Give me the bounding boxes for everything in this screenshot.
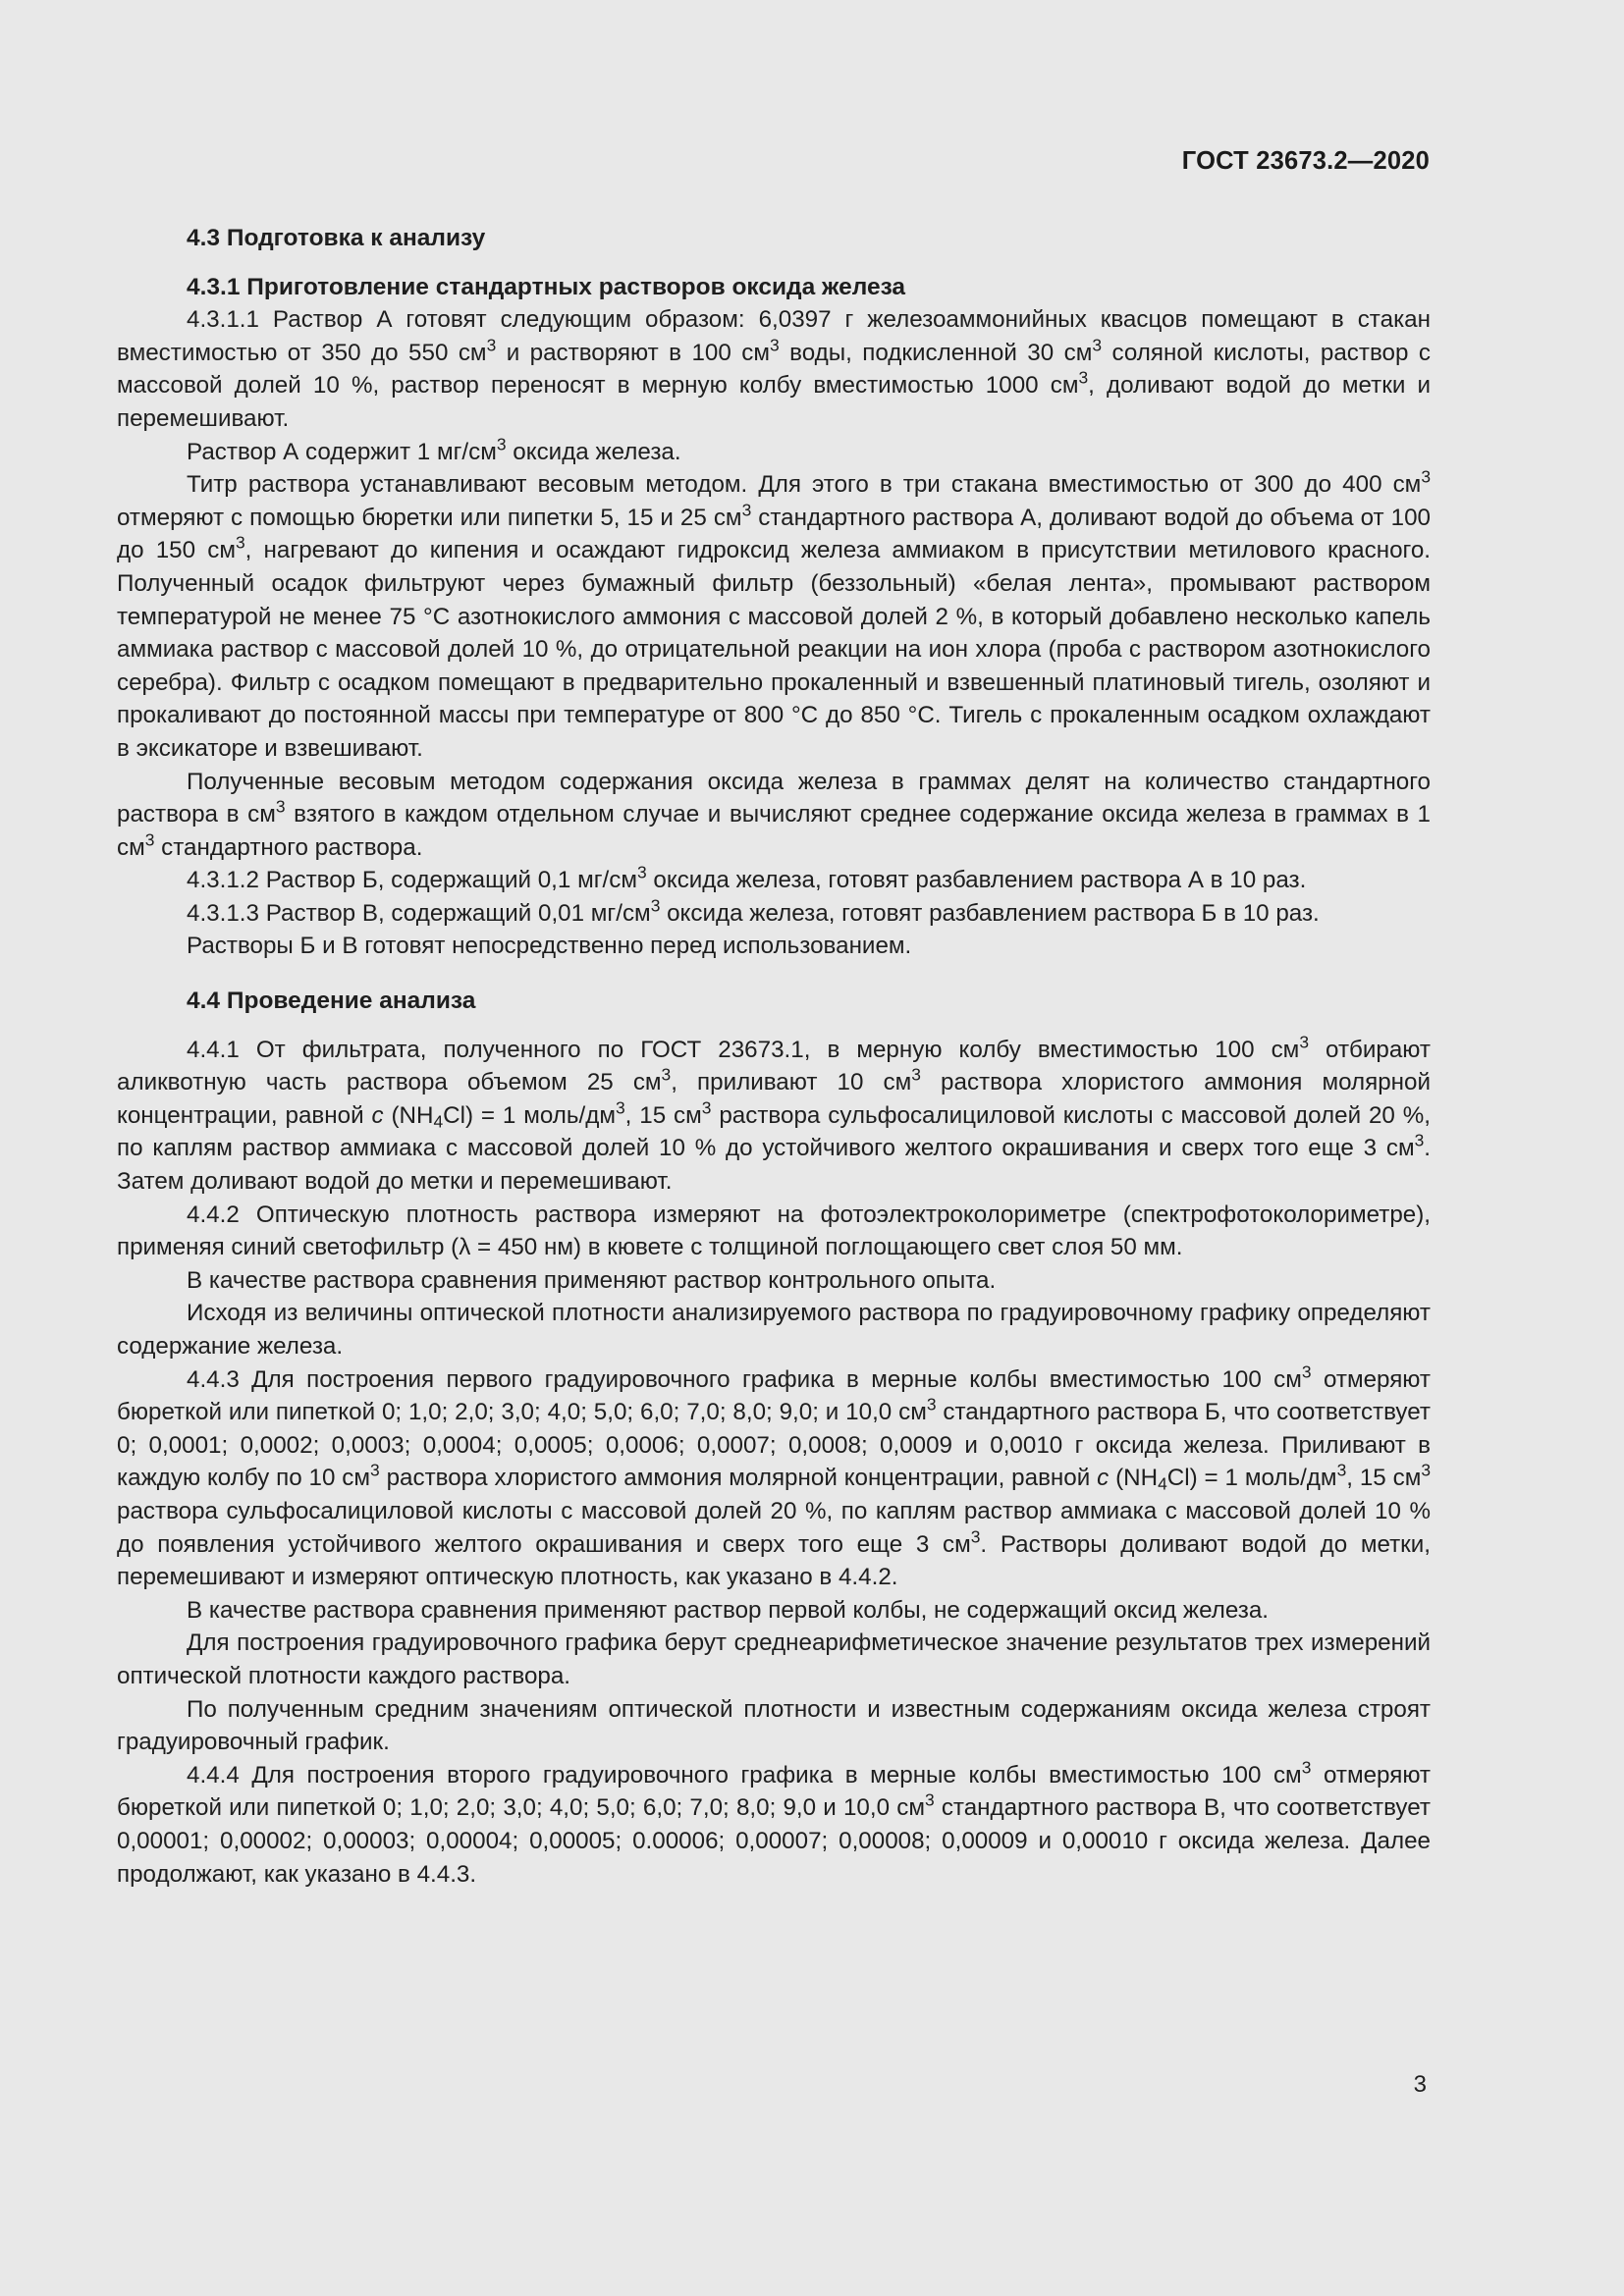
text-run: (NH <box>383 1101 434 1129</box>
subscript: 4 <box>433 1111 444 1132</box>
paragraph-graph-determination: Исходя из величины оптической плотности анализируемого раствора по градуировочному графику определяют содержание железа. <box>117 1300 1431 1360</box>
superscript: 3 <box>911 1064 921 1085</box>
text-run: оксида железа, готовят разбавлением раствора Б в 10 раз. <box>660 899 1320 927</box>
subscript: 4 <box>1158 1473 1167 1494</box>
text-run: раствора хлористого аммония молярной концентрации, равной <box>117 1069 1431 1129</box>
superscript: 3 <box>661 1064 672 1085</box>
text-run: (NH <box>1109 1465 1159 1492</box>
text-run: , доливают водой до метки и перемешивают. <box>117 372 1431 432</box>
paragraph-weight-method <box>117 766 1431 865</box>
paragraph-reference-solution-2: В качестве раствора сравнения применяют раствор первой колбы, не содержащий оксид железа. <box>187 1596 1270 1624</box>
section-title-4-4: 4.4 Проведение анализа <box>187 988 476 1015</box>
text-run: 4.3.1.1 Раствор А готовят следующим образом: 6,0397 г железоаммонийных квасцов помещают в стакан вместимостью от 350 до 550 см <box>117 306 1431 366</box>
superscript: 3 <box>486 335 497 355</box>
paragraph-solution-a-content <box>117 433 1431 469</box>
text-run: воды, подкисленной 30 см <box>779 339 1093 366</box>
superscript: 3 <box>701 1097 712 1118</box>
section-title-4-3-1: 4.3.1 Приготовление стандартных растворов оксида железа <box>187 273 906 300</box>
text-run: отмеряют бюреткой или пипеткой 0; 1,0; 2,0; 3,0; 4,0; 5,0; 6,0; 7,0; 8,0; 9,0; и 10,0 см <box>117 1365 1431 1426</box>
text-run: , 15 см <box>624 1101 702 1129</box>
superscript: 3 <box>769 335 780 355</box>
text-run: стандартного раствора А, доливают водой до объема от 100 до 150 см <box>117 504 1431 564</box>
page-number: 3 <box>1413 2071 1427 2098</box>
superscript: 3 <box>496 433 507 454</box>
text-run: 4.4.3 Для построения первого градуировочного графика в мерные колбы вместимостью 100 см <box>187 1365 1302 1393</box>
text-run: Cl) = 1 моль/дм <box>443 1101 616 1129</box>
paragraph-reference-solution-1: В качестве раствора сравнения применяют раствор контрольного опыта. <box>187 1266 997 1294</box>
paragraph-4-4-2: 4.4.2 Оптическую плотность раствора измеряют на фотоэлектроколориметре (спектрофотоколориметре), применяя синий светофильтр (λ = 450 нм) в кювете с толщиной поглощающего свет слоя 50 мм. <box>117 1201 1431 1261</box>
superscript: 3 <box>650 895 661 916</box>
paragraph-build-graph: По полученным средним значениям оптической плотности и известным содержаниям оксида железа строят градуировочный график. <box>117 1695 1431 1756</box>
text-run: 4.4.1 От фильтрата, полученного по ГОСТ 23673.1, в мерную колбу вместимостью 100 см <box>187 1036 1300 1063</box>
text-run: раствора сульфосалициловой кислоты с массовой долей 20 %, по каплям раствор аммиака с массовой долей 10 % до устойчивого желтого окрашивания и сверх того еще 3 см <box>117 1101 1431 1162</box>
text-run: Раствор А содержит 1 мг/см <box>187 438 497 465</box>
paragraph-4-4-3 <box>117 1363 1431 1594</box>
paragraph-average: Для построения градуировочного графика берут среднеарифметическое значение результатов трех измерений оптической плотности каждого раствора. <box>117 1629 1431 1689</box>
text-run: стандартного раствора Б, что соответствует 0; 0,0001; 0,0002; 0,0003; 0,0004; 0,0005; 0,0006; 0,0007; 0,0008; 0,0009 и 0,0010 г оксида железа. Приливают в каждую колбу по 10 см <box>117 1399 1431 1492</box>
superscript: 3 <box>924 1789 935 1810</box>
page-content <box>117 222 1431 1891</box>
superscript: 3 <box>1092 335 1103 355</box>
superscript: 3 <box>275 796 286 817</box>
text-run: 4.4.4 Для построения второго градуировочного графика в мерные колбы вместимостью 100 см <box>187 1761 1302 1789</box>
text-run: . Затем доливают водой до метки и перемешивают. <box>117 1135 1431 1196</box>
paragraph-solutions-b-v: Растворы Б и В готовят непосредственно перед использованием. <box>187 933 912 960</box>
text-run: раствора сульфосалициловой кислоты с массовой долей 20 %, по каплям раствор аммиака с массовой долей 10 % до появления устойчивого желтого окрашивания и сверх того еще 3 см <box>117 1497 1431 1558</box>
text-run: стандартного раствора. <box>154 833 423 861</box>
paragraph-4-3-1-3 <box>117 897 1431 931</box>
italic-symbol: с <box>371 1101 384 1129</box>
superscript: 3 <box>970 1525 981 1546</box>
paragraph-4-4-1 <box>117 1034 1431 1199</box>
text-run: 4.3.1.3 Раствор В, содержащий 0,01 мг/см <box>187 899 651 927</box>
text-run: Титр раствора устанавливают весовым методом. Для этого в три стакана вместимостью от 300 до 400 см <box>187 471 1422 499</box>
text-run: отмеряют с помощью бюретки или пипетки 5, 15 и 25 см <box>117 504 742 531</box>
text-run: раствора хлористого аммония молярной концентрации, равной <box>379 1465 1098 1492</box>
text-run: . Растворы доливают водой до метки, перемешивают и измеряют оптическую плотность, как указано в 4.4.2. <box>117 1530 1431 1591</box>
superscript: 3 <box>1301 1362 1312 1382</box>
text-run: , нагревают до кипения и осаждают гидроксид железа аммиаком в присутствии метилового красного. Полученный осадок фильтруют через бумажный фильтр (беззольный) «белая лента», промывают раствором температурой не менее 75 °С азотнокислого аммония с массовой долей 2 %, в который добавлено несколько капель аммиака раствор с массовой долей 10 %, до отрицательной реакции на ион хлора (проба с раствором азотнокислого серебра). Фильтр с осадком помещают в предварительно прокаленный и взвешенный платиновый тигель, озоляют и прокаливают до постоянной массы при температуре от 800 °С до 850 °С. Тигель с прокаленным осадком охлаждают в эксикаторе и взвешивают. <box>117 537 1431 762</box>
text-run: соляной кислоты, раствор с массовой долей 10 %, раствор переносят в мерную колбу вместимостью 1000 см <box>117 339 1431 400</box>
superscript: 3 <box>235 532 245 553</box>
standard-code-header: ГОСТ 23673.2—2020 <box>1181 147 1430 175</box>
superscript: 3 <box>370 1460 380 1480</box>
superscript: 3 <box>615 1097 625 1118</box>
text-run: оксида железа. <box>506 438 681 465</box>
paragraph-titer <box>117 468 1431 765</box>
superscript: 3 <box>1414 1130 1425 1150</box>
text-run: , приливают 10 см <box>671 1069 912 1096</box>
superscript: 3 <box>1421 1460 1432 1480</box>
section-title-4-3: 4.3 Подготовка к анализу <box>187 225 486 251</box>
superscript: 3 <box>636 862 647 882</box>
text-run: отбирают аликвотную часть раствора объемом 25 см <box>117 1036 1431 1096</box>
text-run: взятого в каждом отдельном случае и вычисляют среднее содержание оксида железа в граммах в 1 см <box>117 801 1432 861</box>
text-run: Cl) = 1 моль/дм <box>1166 1465 1337 1492</box>
text-run: Полученные весовым методом содержания оксида железа в граммах делят на количество стандартного раствора в см <box>117 768 1431 828</box>
text-run: , 15 см <box>1346 1465 1422 1492</box>
superscript: 3 <box>1078 367 1089 388</box>
superscript: 3 <box>1301 1757 1312 1778</box>
text-run: и растворяют в 100 см <box>496 339 770 366</box>
superscript: 3 <box>144 829 155 850</box>
superscript: 3 <box>926 1394 937 1415</box>
superscript: 3 <box>1336 1460 1347 1480</box>
superscript: 3 <box>1299 1032 1309 1052</box>
paragraph-4-4-4 <box>117 1759 1431 1891</box>
paragraph-4-3-1-1 <box>117 303 1431 435</box>
superscript: 3 <box>1421 466 1431 487</box>
text-run: отмеряют бюреткой или пипеткой 0; 1,0; 2,0; 3,0; 4,0; 5,0; 6,0; 7,0; 8,0; 9,0 и 10,0 см <box>117 1761 1431 1822</box>
text-run: стандартного раствора В, что соответствует 0,00001; 0,00002; 0,00003; 0,00004; 0,00005; 0.00006; 0,00007; 0,00008; 0,00009 и 0,00010 г оксида железа. Далее продолжают, как указано в 4.4.3. <box>117 1794 1431 1888</box>
text-run: оксида железа, готовят разбавлением раствора А в 10 раз. <box>646 867 1307 894</box>
paragraph-4-3-1-2 <box>117 864 1431 897</box>
text-run: 4.3.1.2 Раствор Б, содержащий 0,1 мг/см <box>187 867 637 894</box>
superscript: 3 <box>741 500 752 520</box>
italic-symbol: с <box>1097 1465 1110 1492</box>
